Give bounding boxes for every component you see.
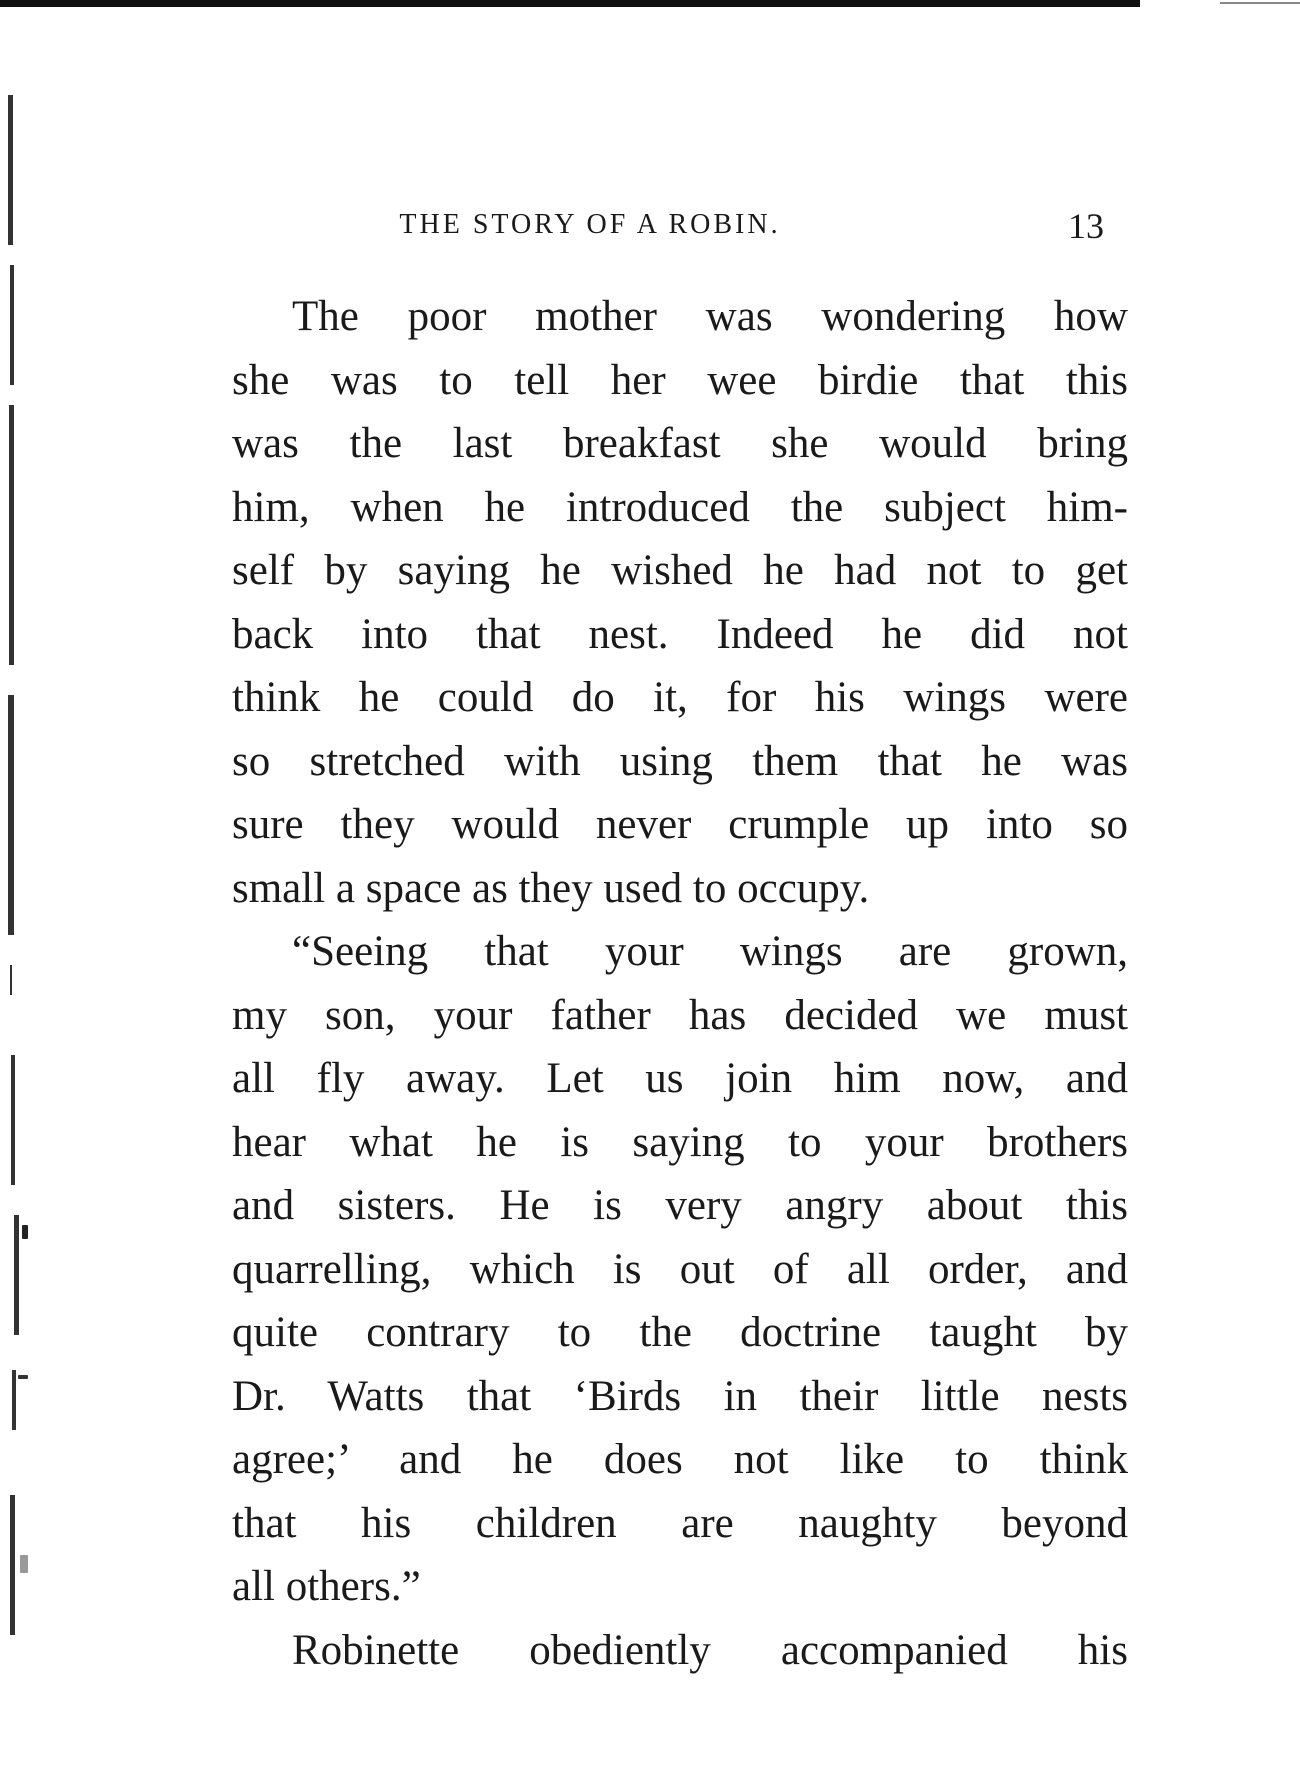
text-line: small a space as they used to occupy. xyxy=(232,864,870,912)
text-line: hear what he is saying to your brothers xyxy=(232,1118,1128,1166)
binding-speck xyxy=(20,1555,28,1573)
text-line: she was to tell her wee birdie that this xyxy=(232,356,1128,404)
text-line: “Seeing that your wings are grown, xyxy=(292,928,1128,975)
binding-shadow-segment xyxy=(11,1055,15,1185)
binding-shadow-segment xyxy=(8,95,13,245)
text-line: think he could do it, for his wings were xyxy=(232,674,1128,721)
top-page-edge-rule-tail xyxy=(1220,2,1300,4)
page-number: 13 xyxy=(1068,206,1104,246)
running-title: THE STORY OF A ROBIN. xyxy=(399,209,781,240)
text-line: Dr. Watts that ‘Birds in their little nests xyxy=(232,1372,1128,1420)
binding-speck xyxy=(22,1225,28,1239)
text-line: back into that nest. Indeed he did not xyxy=(232,610,1128,658)
text-line: that his children are naughty beyond xyxy=(232,1499,1128,1547)
binding-shadow-segment xyxy=(10,965,12,995)
text-line: sure they would never crumple up into so xyxy=(232,801,1128,848)
text-line: my son, your father has decided we must xyxy=(232,991,1128,1039)
text-line: quite contrary to the doctrine taught by xyxy=(232,1309,1128,1356)
body-text xyxy=(232,285,1128,1682)
text-line: was the last breakfast she would bring xyxy=(232,420,1128,467)
text-line: Robinette obediently accompanied his xyxy=(292,1626,1128,1674)
binding-shadow-segment xyxy=(9,405,14,665)
binding-shadow-segment xyxy=(10,265,14,385)
text-line: The poor mother was wondering how xyxy=(292,293,1128,340)
text-line: so stretched with using them that he was xyxy=(232,737,1128,785)
text-line: self by saying he wished he had not to get xyxy=(232,547,1128,594)
running-head xyxy=(230,205,1130,245)
binding-speck xyxy=(18,1375,28,1379)
text-line: all others.” xyxy=(232,1563,421,1610)
text-line: and sisters. He is very angry about this xyxy=(232,1182,1128,1229)
text-line: all fly away. Let us join him now, and xyxy=(232,1055,1128,1102)
text-line: quarrelling, which is out of all order, and xyxy=(232,1245,1128,1293)
text-line: him, when he introduced the subject him- xyxy=(232,483,1128,531)
text-line: agree;’ and he does not like to think xyxy=(232,1436,1128,1483)
page-binding-edge xyxy=(0,95,32,1780)
top-page-edge-rule xyxy=(0,0,1140,7)
binding-shadow-segment xyxy=(8,695,14,935)
binding-shadow-segment xyxy=(12,1370,16,1430)
binding-shadow-segment xyxy=(10,1495,15,1635)
binding-shadow-segment xyxy=(14,1215,19,1335)
